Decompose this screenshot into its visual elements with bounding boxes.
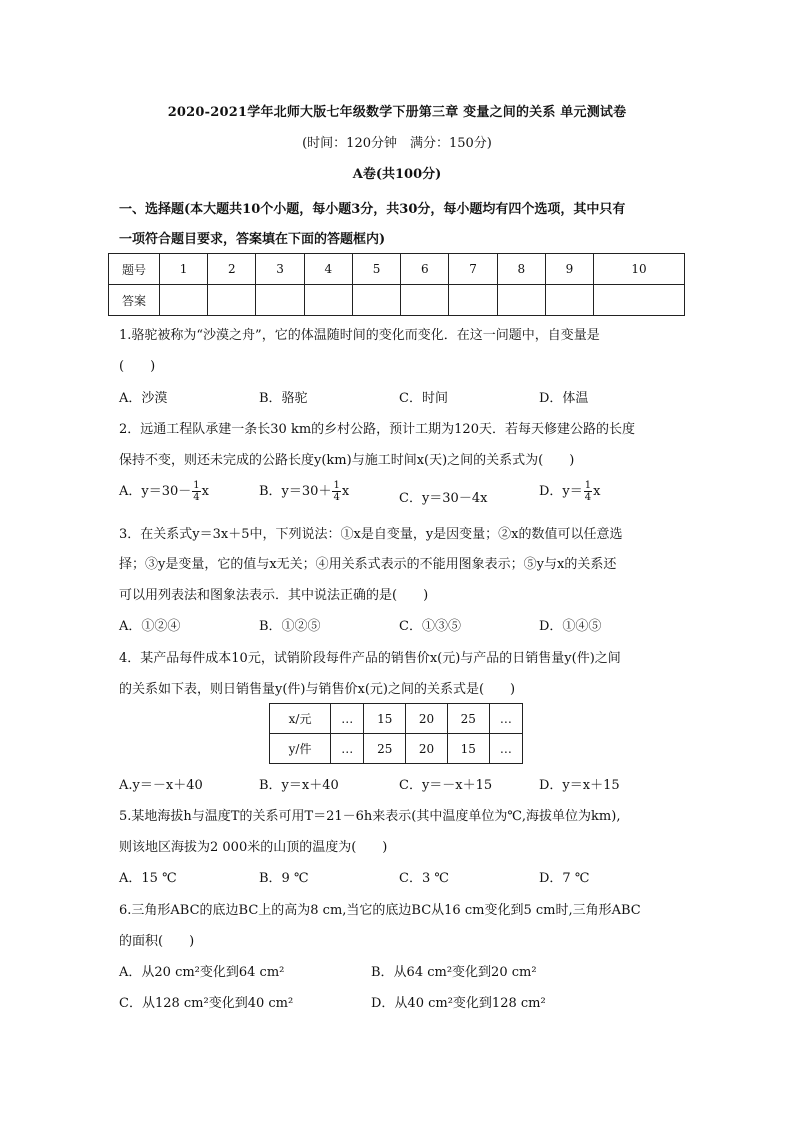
table-cell: y/件 — [270, 734, 331, 764]
answer-table-row-numbers — [109, 254, 685, 285]
fraction-numerator: 1 — [193, 480, 200, 491]
answer-cell[interactable] — [352, 285, 400, 316]
fraction-denominator: 4 — [193, 492, 200, 503]
q5-option-c: C．3 ℃ — [399, 871, 449, 886]
q6-line1: 6.三角形ABC的底边BC上的高为8 cm,当它的底边BC从16 cm变化到5 cm时,三角形ABC — [119, 903, 641, 918]
q3-line1: 3．在关系式y＝3x＋5中，下列说法：①x是自变量，y是因变量；②x的数值可以任意选 — [119, 527, 623, 542]
table-cell: x/元 — [270, 704, 331, 734]
q5-option-b: B．9 ℃ — [259, 871, 309, 886]
answer-cell[interactable] — [497, 285, 545, 316]
table-cell: … — [331, 704, 364, 734]
q3-line2: 择；③y是变量，它的值与x无关；④用关系式表示的不能用图象表示；⑤y与x的关系还 — [119, 557, 617, 572]
q3-option-b: B．①②⑤ — [259, 619, 321, 634]
fraction — [584, 480, 592, 503]
q4-option-c: C．y＝－x＋15 — [399, 778, 493, 793]
table-cell: 20 — [406, 704, 448, 734]
q2-option-b-text: B．y＝30＋ — [259, 484, 332, 499]
price-sales-table — [269, 703, 523, 764]
table-cell: … — [331, 734, 364, 764]
q2-line2: 保持不变，则还未完成的公路长度y(km)与施工时间x(天)之间的关系式为( ) — [119, 453, 575, 468]
table-cell: 25 — [447, 704, 489, 734]
document-subtitle: (时间：120分钟 满分：150分) — [302, 136, 492, 151]
q1-option-d: D．体温 — [539, 391, 589, 406]
q4-option-a: A.y＝－x＋40 — [119, 778, 203, 793]
q2-option-a — [119, 480, 209, 503]
q6-option-c: C．从128 cm²变化到40 cm² — [119, 996, 294, 1011]
answer-cell[interactable] — [594, 285, 685, 316]
table-cell: … — [489, 704, 522, 734]
q6-option-a: A．从20 cm²变化到64 cm² — [119, 965, 285, 980]
q2-line1: 2．远通工程队承建一条长30 km的乡村公路，预计工期为120天．若每天修建公路的长度 — [119, 422, 635, 437]
answer-cell[interactable] — [304, 285, 352, 316]
variable-x: x — [593, 484, 601, 499]
fraction — [192, 480, 200, 503]
fraction — [332, 480, 340, 503]
answer-table-number-cell: 6 — [401, 254, 449, 285]
fraction-denominator: 4 — [333, 492, 340, 503]
answer-table-number-cell: 9 — [545, 254, 593, 285]
answer-cell[interactable] — [208, 285, 256, 316]
answer-cell[interactable] — [160, 285, 208, 316]
answer-cell[interactable] — [401, 285, 449, 316]
variable-x: x — [341, 484, 350, 499]
q1-option-b: B．骆驼 — [259, 391, 308, 406]
table-row — [270, 704, 523, 734]
q1-line2: ( ) — [119, 359, 156, 374]
q1-option-c: C．时间 — [399, 391, 448, 406]
answer-table-header-answer: 答案 — [109, 285, 160, 316]
q5-option-a: A．15 ℃ — [119, 871, 177, 886]
answer-table-number-cell: 10 — [594, 254, 685, 285]
table-cell: 15 — [447, 734, 489, 764]
q6-option-b: B．从64 cm²变化到20 cm² — [371, 965, 537, 980]
part1-instructions-line1: 一、选择题(本大题共10个小题，每小题3分，共30分，每小题均有四个选项，其中只有 — [119, 202, 626, 217]
q2-option-c: C．y＝30－4x — [399, 491, 488, 506]
answer-cell[interactable] — [449, 285, 497, 316]
answer-table-number-cell: 7 — [449, 254, 497, 285]
variable-x: x — [201, 484, 209, 499]
fraction-numerator: 1 — [584, 480, 592, 491]
answer-cell[interactable] — [256, 285, 304, 316]
q2-option-d — [539, 480, 601, 503]
fraction-numerator: 1 — [333, 480, 340, 491]
answer-table-number-cell: 4 — [304, 254, 352, 285]
answer-cell[interactable] — [545, 285, 593, 316]
q6-line2: 的面积( ) — [119, 934, 195, 949]
q1-option-a: A．沙漠 — [119, 391, 168, 406]
q5-line2: 则该地区海拔为2 000米的山顶的温度为( ) — [119, 840, 388, 855]
q4-line2: 的关系如下表，则日销售量y(件)与销售价x(元)之间的关系式是( ) — [119, 682, 516, 697]
q3-option-a: A．①②④ — [119, 619, 181, 634]
table-cell: … — [489, 734, 522, 764]
answer-table-number-cell: 8 — [497, 254, 545, 285]
answer-table — [108, 253, 685, 316]
q3-line3: 可以用列表法和图象法表示．其中说法正确的是( ) — [119, 588, 429, 603]
answer-table-header-number: 题号 — [109, 254, 160, 285]
q2-option-b — [259, 480, 349, 503]
fraction-denominator: 4 — [584, 492, 592, 503]
table-cell: 20 — [406, 734, 448, 764]
q4-line1: 4．某产品每件成本10元，试销阶段每件产品的销售价x(元)与产品的日销售量y(件)之间 — [119, 651, 621, 666]
q2-option-d-text: D．y＝ — [539, 484, 583, 499]
q5-line1: 5.某地海拔h与温度T的关系可用T＝21－6h来表示(其中温度单位为℃,海拔单位为km), — [119, 809, 621, 824]
answer-table-number-cell: 5 — [352, 254, 400, 285]
q5-option-d: D．7 ℃ — [539, 871, 590, 886]
q4-option-b: B．y＝x＋40 — [259, 778, 339, 793]
answer-table-number-cell: 2 — [208, 254, 256, 285]
part1-instructions-line2: 一项符合题目要求，答案填在下面的答题框内) — [119, 232, 386, 247]
q4-option-d: D．y＝x＋15 — [539, 778, 620, 793]
document-title: 2020-2021学年北师大版七年级数学下册第三章 变量之间的关系 单元测试卷 — [167, 105, 627, 120]
table-cell: 15 — [364, 704, 406, 734]
answer-table-number-cell: 3 — [256, 254, 304, 285]
q2-option-a-text: A．y＝30－ — [119, 484, 192, 499]
answer-table-number-cell: 1 — [160, 254, 208, 285]
q3-option-d: D．①④⑤ — [539, 619, 602, 634]
q3-option-c: C．①③⑤ — [399, 619, 461, 634]
q1-line1: 1.骆驼被称为“沙漠之舟”，它的体温随时间的变化而变化．在这一问题中，自变量是 — [119, 328, 600, 343]
q6-option-d: D．从40 cm²变化到128 cm² — [371, 996, 546, 1011]
answer-table-row-answers — [109, 285, 685, 316]
table-row — [270, 734, 523, 764]
table-cell: 25 — [364, 734, 406, 764]
section-heading: A卷(共100分) — [352, 167, 442, 182]
